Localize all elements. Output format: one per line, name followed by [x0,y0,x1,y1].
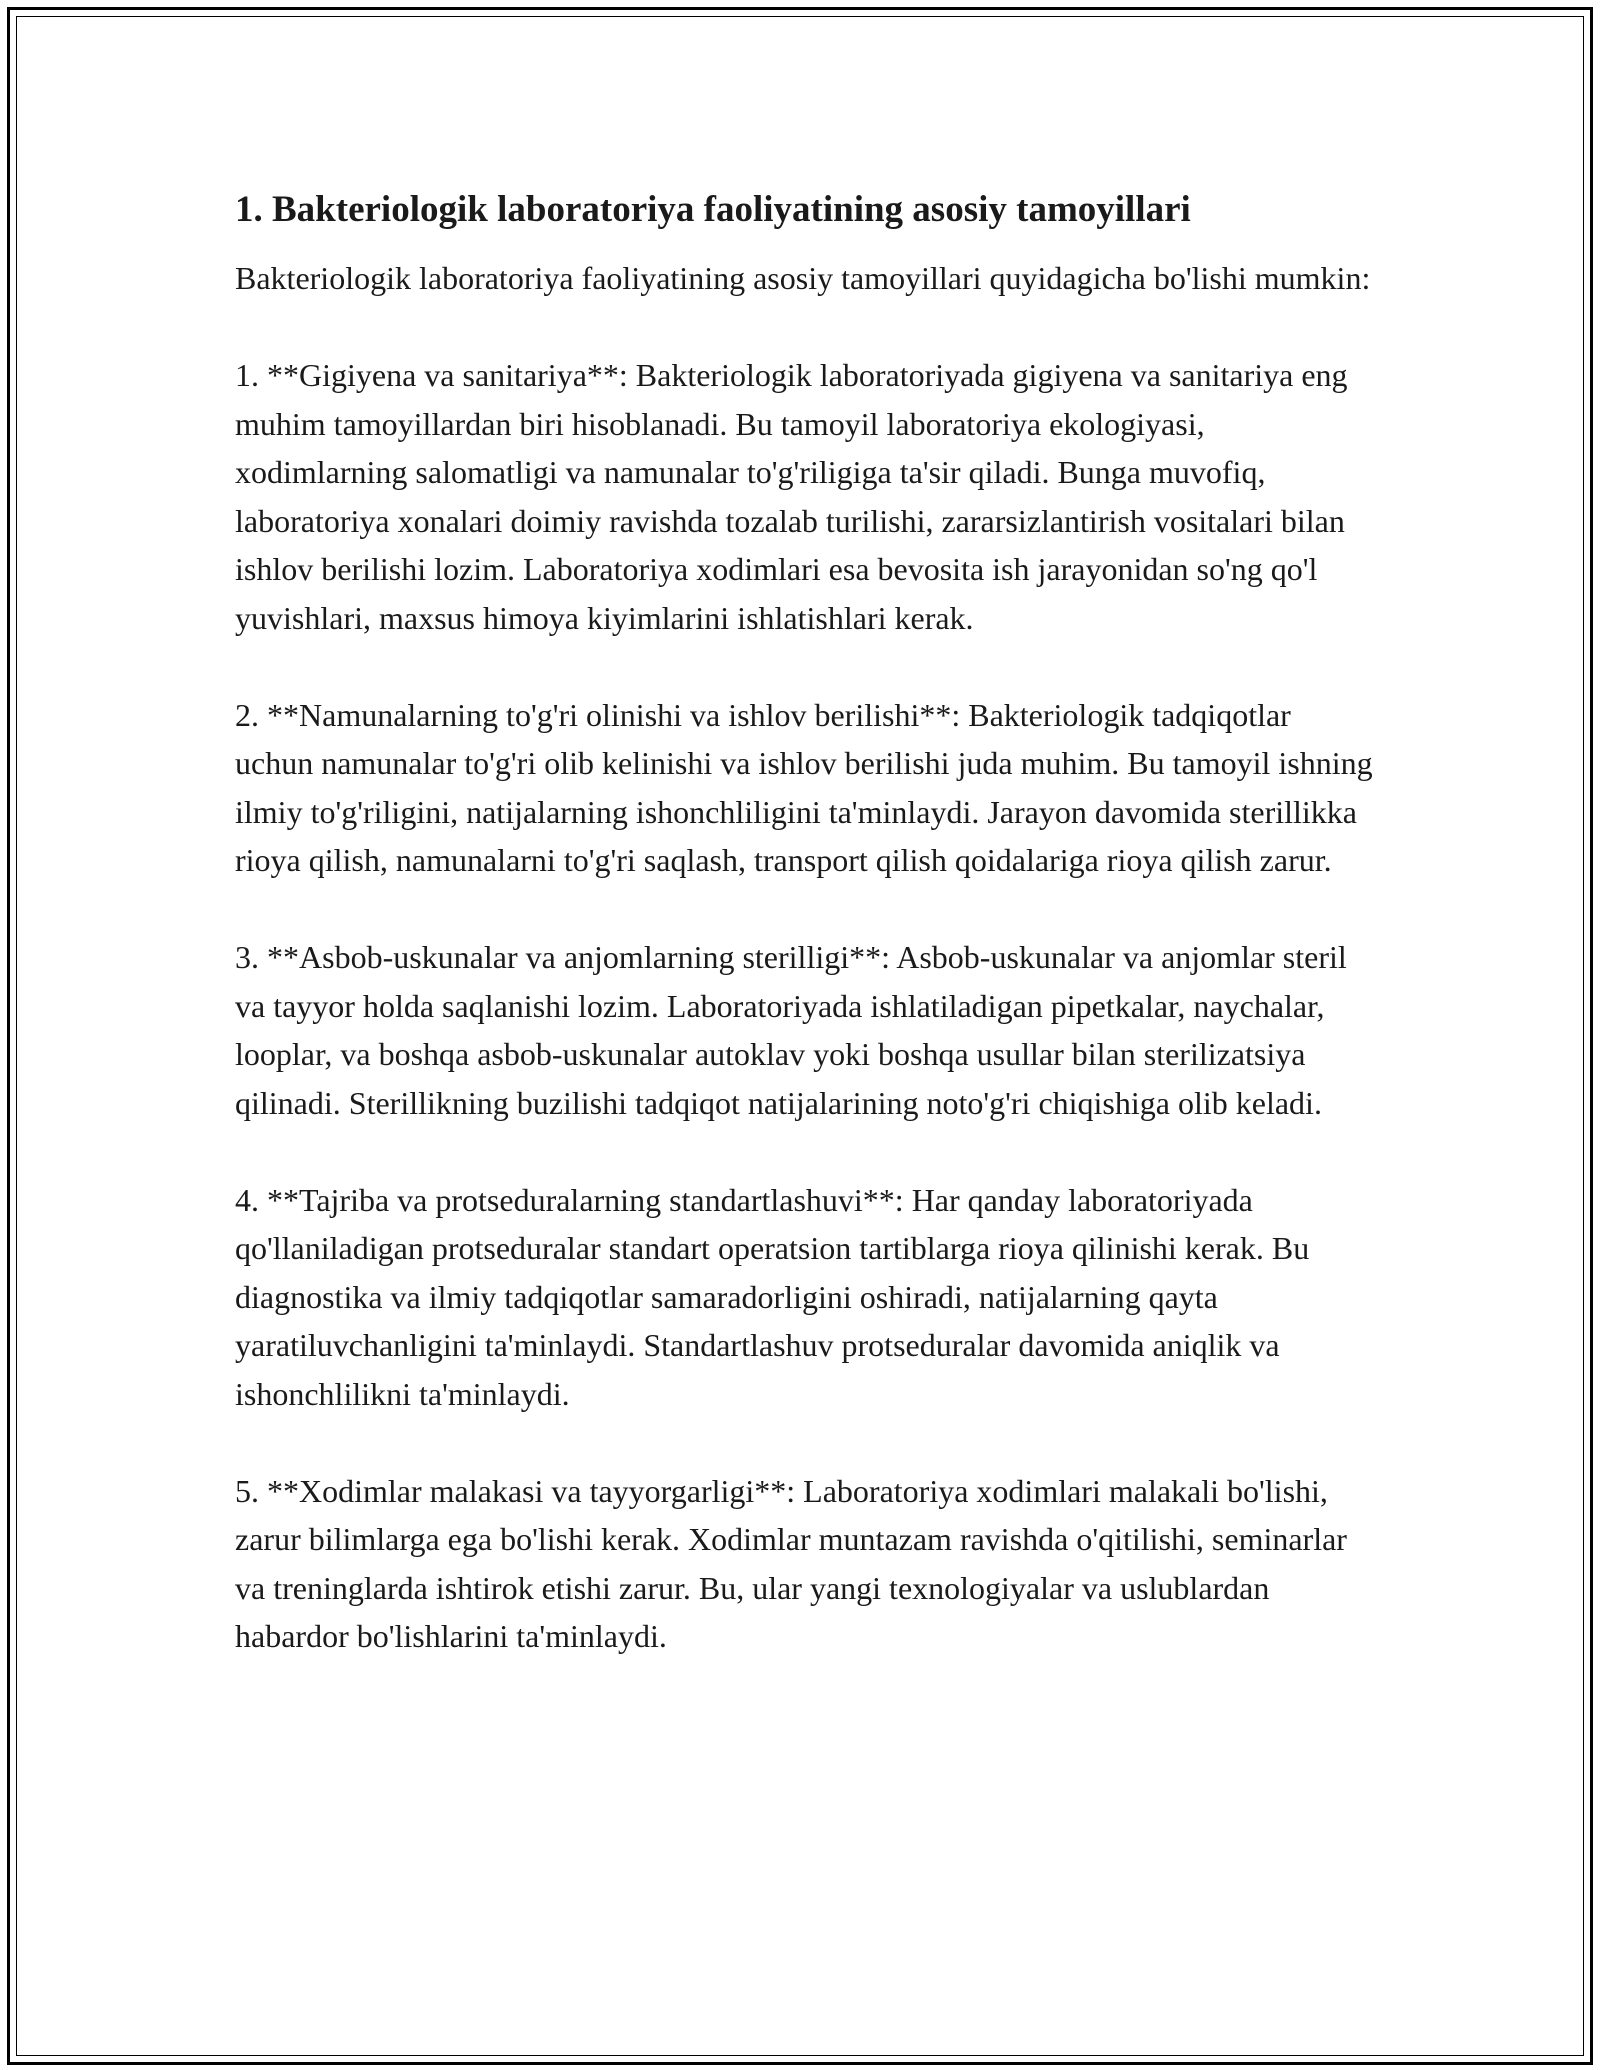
intro-paragraph: Bakteriologik laboratoriya faoliyatining asosiy tamoyillari quyidagicha bo'lishi mumkin: [235,260,1371,296]
principle-paragraph-2: 2. **Namunalarning to'g'ri olinishi va ishlov berilishi**: Bakteriologik tadqiqotlar uchun namunalar to'g'ri olib kelinishi va ishlov berilishi juda muhim. Bu tamoyil ishning ilmiy to'g'riligini, natijalarning ishonchliligini ta'minlaydi. Jarayon davomida sterillikka rioya qilish, namunalarni to'g'ri saqlash, transport qilish qoidalariga rioya qilish zarur. [235,696,1373,878]
document-body [235,186,1375,1709]
principle-paragraph-1: 1. **Gigiyena va sanitariya**: Bakteriologik laboratoriyada gigiyena va sanitariya eng muhim tamoyillardan biri hisoblanadi. Bu tamoyil laboratoriya ekologiyasi, xodimlarning salomatligi va namunalar to'g'riligiga ta'sir qiladi. Bunga muvofiq, laboratoriya xonalari doimiy ravishda tozalab turilishi, zararsizlantirish vositalari bilan ishlov berilishi lozim. Laboratoriya xodimlari esa bevosita ish jarayonidan so'ng qo'l yuvishlari, maxsus himoya kiyimlarini ishlatishlari kerak. [235,357,1348,636]
principle-paragraph-5: 5. **Xodimlar malakasi va tayyorgarligi**: Laboratoriya xodimlari malakali bo'lishi, zarur bilimlarga ega bo'lishi kerak. Xodimlar muntazam ravishda o'qitilishi, seminarlar va treninglarda ishtirok etishi zarur. Bu, ular yangi texnologiyalar va uslublardan habardor bo'lishlarini ta'minlaydi. [235,1472,1347,1654]
principle-paragraph-4: 4. **Tajriba va protseduralarning standartlashuvi**: Har qanday laboratoriyada qo'llaniladigan protseduralar standart operatsion tartiblarga rioya qilinishi kerak. Bu diagnostika va ilmiy tadqiqotlar samaradorligini oshiradi, natijalarning qayta yaratiluvchanligini ta'minlaydi. Standartlashuv protseduralar davomida aniqlik va ishonchlilikni ta'minlaydi. [235,1181,1310,1412]
section-title: 1. Bakteriologik laboratoriya faoliyatining asosiy tamoyillari [235,189,1191,230]
principle-paragraph-3: 3. **Asbob-uskunalar va anjomlarning sterilligi**: Asbob-uskunalar va anjomlar steril va tayyor holda saqlanishi lozim. Laboratoriyada ishlatiladigan pipetkalar, naychalar, looplar, va boshqa asbob-uskunalar autoklav yoki boshqa usullar bilan sterilizatsiya qilinadi. Sterillikning buzilishi tadqiqot natijalarining noto'g'ri chiqishiga olib keladi. [235,939,1347,1121]
